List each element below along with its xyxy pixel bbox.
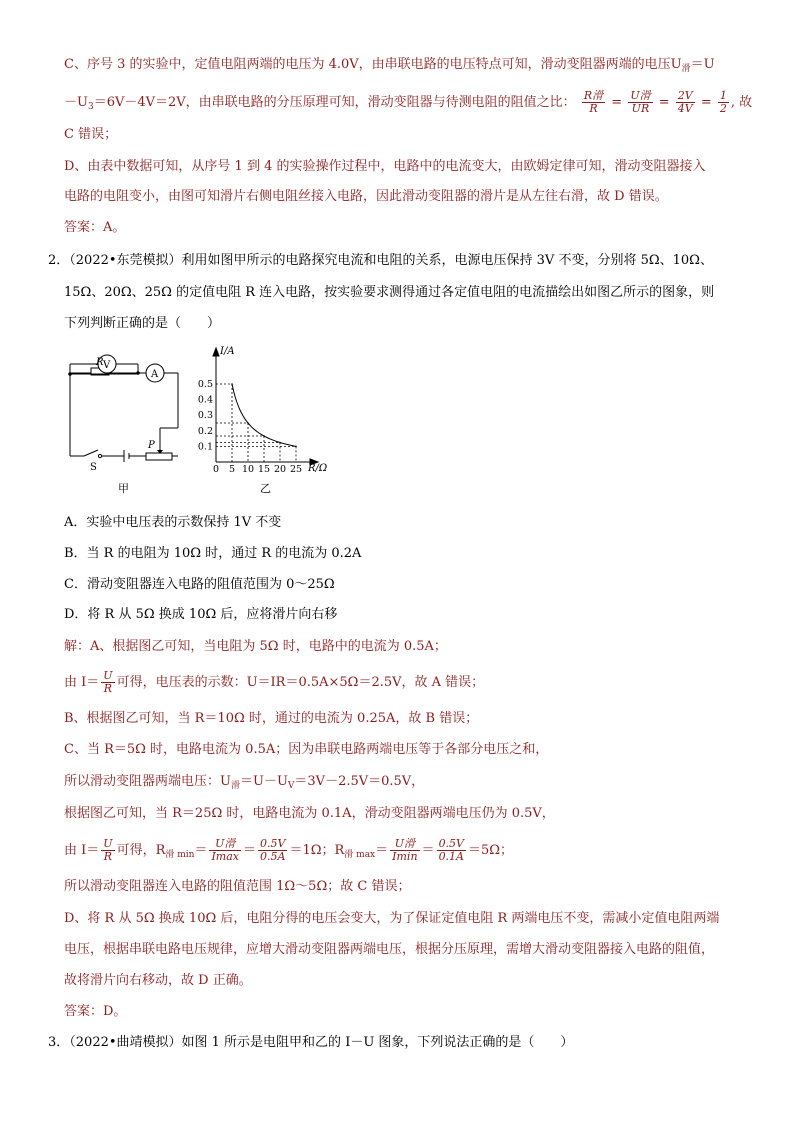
fraction-one-half: $\frac{1}{2}$ [719, 89, 727, 115]
q2-stem-line3: 下列判断正确的是（ ） [64, 316, 221, 331]
x-axis-label: R/Ω [308, 463, 328, 474]
data-point [231, 383, 233, 385]
q2-stem-line2: 15Ω、20Ω、25Ω 的定值电阻 R 连入电路，按实验要求测得通过各定值电阻的电流描绘出如图乙所示的图象，则 [64, 285, 715, 300]
slider-label: P [148, 440, 155, 451]
q2-option-a: A．实验中电压表的示数保持 1V 不变 [64, 515, 282, 530]
q2-solution-b: B、根据图乙可知，当 R＝10Ω 时，通过的电流为 0.25A，故 B 错误； [64, 711, 479, 726]
q2-solution-d3: 故将滑片向右移动，故 D 正确。 [64, 973, 252, 988]
data-point [295, 446, 297, 448]
graph-caption: 乙 [260, 482, 271, 495]
y-tick-label: 0.3 [197, 410, 213, 422]
fraction-voltage-ratio: $\frac{2V}{4V}$ [677, 89, 693, 115]
ammeter-label: A [151, 369, 159, 380]
q2-solution-a: 解：A、根据图乙可知，当电阻为 5Ω 时，电路中的电流为 0.5A； [64, 639, 447, 654]
x-tick-label: 25 [289, 464, 303, 475]
x-tick-label: 5 [228, 464, 236, 475]
y-axis-label: I/A [220, 346, 235, 357]
x-tick-label: 15 [257, 464, 271, 475]
option-d-solution-line2: 电路的电阻变小，由图可知滑片右侧电阻丝接入电路，因此滑动变阻器的滑片是从左往右滑，故 D 错误。 [64, 189, 668, 204]
answer-prev: 答案：A。 [64, 220, 126, 235]
current-resistance-graph [196, 344, 346, 496]
fraction-u-imin: $\frac{\text{U滑}}{Imin}$ [392, 837, 418, 863]
q2-solution-a-calc: 由 I＝ $\frac{U}{R}$ 可得，电压表的示数：U＝IR＝0.5A×5Ω＝2.5V，故 A 错误； [64, 669, 485, 695]
resistor-label: R [96, 357, 104, 368]
fraction-ohm-law: $\frac{U}{R}$ [103, 669, 113, 695]
option-d-solution-line1: D、由表中数据可知，从序号 1 到 4 的实验操作过程中，电路中的电流变大，由欧姆定律可知，滑动变阻器接入 [64, 159, 706, 174]
q3-stem-line1: 3．（2022•曲靖模拟）如图 1 所示是电阻甲和乙的 I－U 图象，下列说法正确的是（ ） [48, 1035, 574, 1050]
option-c-solution-line2: $-U_3=6V-4V=2V$，由串联电路的分压原理可知，滑动变阻器与待测电阻的阻值之比： $\frac{\text{R滑}}{R}$ = $\frac{\text{U滑}}{UR}$ = $\frac{2V}{4V}$ = $\frac{1}{2}$ , 故 [64, 89, 753, 115]
data-point [279, 442, 281, 444]
fraction-r-ratio: $\frac{\text{R滑}}{R}$ [583, 89, 604, 115]
option-c-solution-line1: C、序号 3 的实验中，定值电阻两端的电压为 4.0V，由串联电路的电压特点可知，滑动变阻器两端的电压$U_滑=U$ [64, 57, 715, 74]
switch-label: S [90, 462, 97, 473]
fraction-min-values: $\frac{0.5V}{0.5A}$ [260, 837, 286, 863]
circuit-caption: 甲 [118, 482, 129, 494]
y-tick-label: 0.1 [197, 441, 213, 453]
q2-option-c: C．滑动变阻器连入电路的阻值范围为 0～25Ω [64, 577, 335, 592]
q2-option-b: B．当 R 的电阻为 10Ω 时，通过 R 的电流为 0.2A [64, 546, 362, 561]
q2-solution-c3: 根据图乙可知，当 R＝25Ω 时，电路电流为 0.1A，滑动变阻器两端电压仍为 0.5V， [64, 806, 555, 821]
x-tick-label: 10 [241, 464, 255, 475]
q2-option-d: D．将 R 从 5Ω 换成 10Ω 后，应将滑片向右移 [64, 607, 338, 622]
option-c-solution-line3: C 错误； [64, 127, 118, 142]
q2-solution-d2: 电压，根据串联电路电压规律，应增大滑动变阻器两端电压，根据分压原理，需增大滑动变阻器接入电路的阻值， [64, 942, 715, 957]
fraction-max-values: $\frac{0.5V}{0.1A}$ [438, 837, 464, 863]
fraction-ohm-law-2: $\frac{U}{R}$ [103, 837, 113, 863]
x-tick-label: 0 [212, 464, 220, 475]
data-point [247, 422, 249, 424]
x-tick-label: 20 [273, 464, 287, 475]
y-tick-label: 0.2 [197, 425, 213, 437]
q2-solution-c2: 所以滑动变阻器两端电压：$U_滑=U-U_V=3V-2.5V=0.5V$， [64, 774, 425, 791]
y-tick-label: 0.4 [197, 394, 213, 406]
q2-solution-c1: C、当 R＝5Ω 时，电路电流为 0.5A；因为串联电路两端电压等于各部分电压之和， [64, 742, 549, 757]
data-point [263, 435, 265, 437]
q2-solution-d1: D、将 R 从 5Ω 换成 10Ω 后，电阻分得的电压会变大，为了保证定值电阻 R 两端电压不变，需减小定值电阻两端 [64, 911, 720, 926]
q2-stem-line1: 2．（2022•东莞模拟）利用如图甲所示的电路探究电流和电阻的关系，电源电压保持 3V 不变，分别将 5Ω、10Ω、 [48, 253, 713, 268]
fraction-u-imax: $\frac{\text{U滑}}{Imax}$ [211, 837, 239, 863]
fraction-u-ratio: $\frac{\text{U滑}}{UR}$ [630, 89, 651, 115]
q2-solution-c4: 由 I＝ $\frac{U}{R}$ 可得，$R_{滑 min}=$ $\frac{\text{U滑}}{Imax}$ ＝ $\frac{0.5V}{0.5A}$ ＝1Ω；$R_{滑 max}=$ $\frac{\text{U滑}}{Imin}$ ＝ $\frac{0.5V}{0.1A}$ ＝5Ω； [64, 837, 514, 863]
voltmeter-label: V [103, 360, 111, 371]
y-tick-label: 0.5 [197, 379, 213, 390]
q2-answer: 答案：D。 [64, 1004, 127, 1019]
circuit-diagram [60, 344, 190, 494]
q2-solution-c5: 所以滑动变阻器连入电路的阻值范围 1Ω～5Ω；故 C 错误； [64, 879, 411, 894]
